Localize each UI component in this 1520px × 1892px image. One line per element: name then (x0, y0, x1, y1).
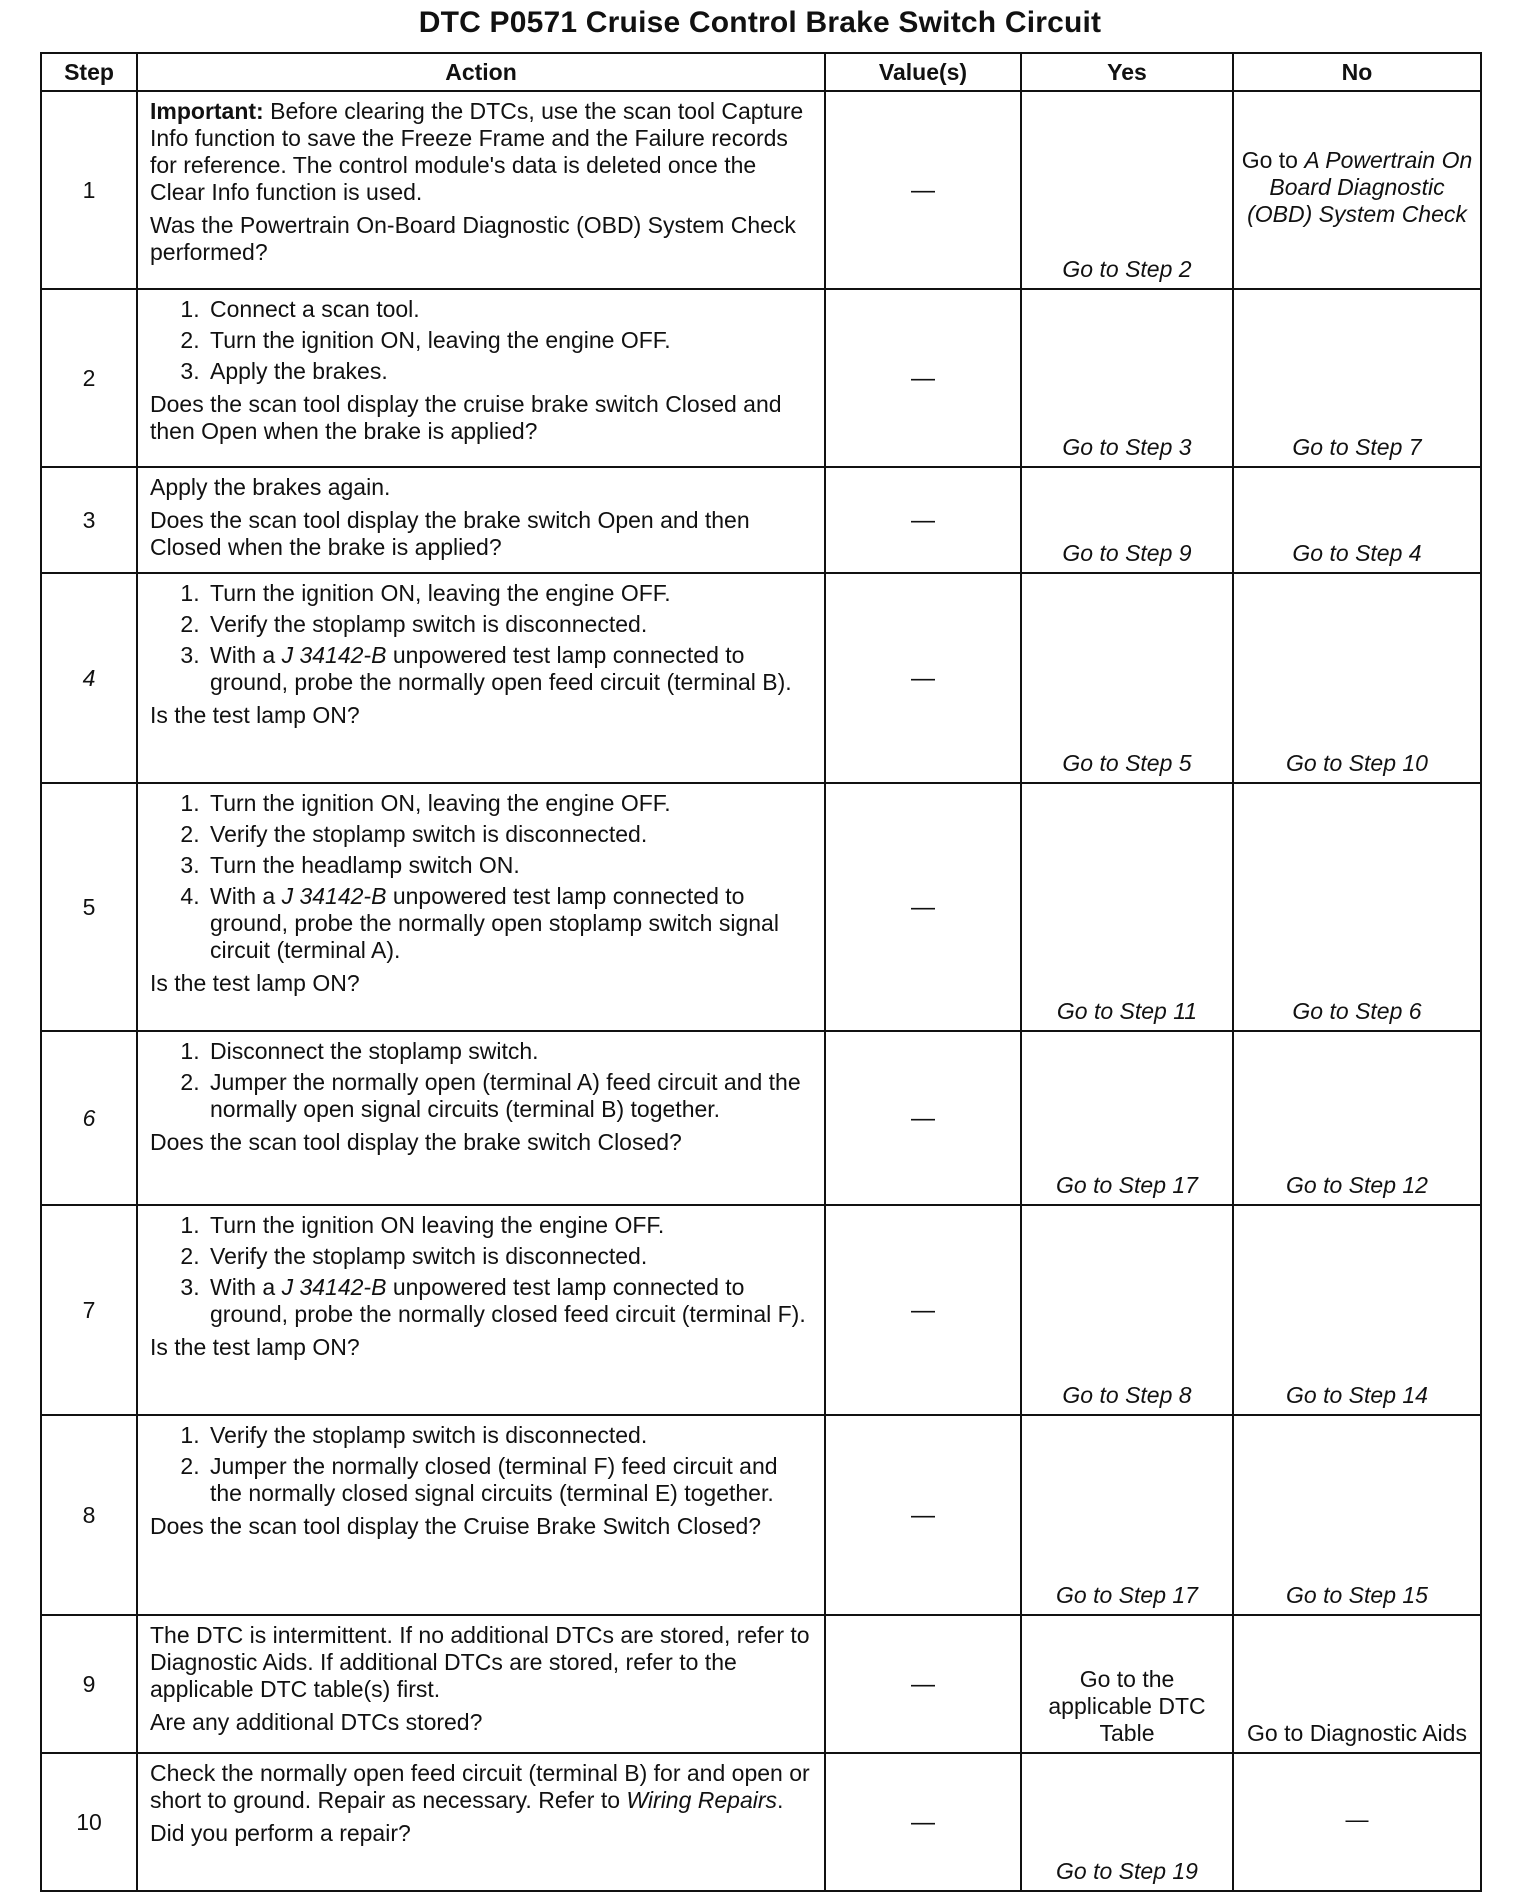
action-step-item (206, 1453, 812, 1507)
action-steps-list (150, 1422, 812, 1507)
action-step-item (206, 611, 812, 638)
no-cell (1233, 1753, 1481, 1891)
table-row (41, 783, 1481, 1031)
table-body (41, 91, 1481, 1891)
yes-cell (1021, 1415, 1233, 1615)
step-number: 2 (41, 289, 137, 467)
step-number: 5 (41, 783, 137, 1031)
text-run: Jumper the normally closed (terminal F) feed circuit and the normally closed signal circuits (terminal E) together. (210, 1453, 778, 1506)
yes-goto-text: Go to Step 3 (1062, 434, 1192, 460)
step-number: 3 (41, 467, 137, 573)
table-row (41, 573, 1481, 783)
action-steps-list (150, 296, 812, 385)
action-cell (137, 1615, 825, 1753)
no-goto-text: Go to Step 12 (1286, 1172, 1428, 1198)
yes-cell (1021, 1205, 1233, 1415)
no-goto-text: Go to Step 6 (1292, 998, 1422, 1024)
value-cell: — (825, 467, 1021, 573)
no-cell (1233, 573, 1481, 783)
value-cell: — (825, 1415, 1021, 1615)
action-cell (137, 1205, 825, 1415)
text-run: The DTC is intermittent. If no additional DTCs are stored, refer to Diagnostic Aids. If additional DTCs are stored, refer to the applicable DTC table(s) first. (150, 1622, 810, 1702)
action-content (150, 474, 812, 561)
yes-cell (1021, 1615, 1233, 1753)
action-paragraph (150, 1622, 812, 1703)
action-cell (137, 1031, 825, 1205)
action-step-item (206, 883, 812, 964)
action-paragraph (150, 1334, 812, 1361)
yes-cell (1021, 467, 1233, 573)
text-run: Is the test lamp ON? (150, 970, 360, 996)
action-content (150, 790, 812, 997)
action-step-item (206, 1212, 812, 1239)
text-run: Turn the headlamp switch ON. (210, 852, 520, 878)
action-step-item (206, 296, 812, 323)
yes-goto-text: Go to the applicable DTC Table (1048, 1666, 1206, 1746)
action-cell (137, 467, 825, 573)
action-paragraph (150, 474, 812, 501)
no-cell (1233, 289, 1481, 467)
action-step-item (206, 327, 812, 354)
step-number: 8 (41, 1415, 137, 1615)
action-content (150, 1760, 812, 1847)
step-number: 10 (41, 1753, 137, 1891)
value-cell: — (825, 1031, 1021, 1205)
text-run: Does the scan tool display the cruise brake switch Closed and then Open when the brake is applied? (150, 391, 782, 444)
text-run: Apply the brakes again. (150, 474, 391, 500)
text-run: Did you perform a repair? (150, 1820, 411, 1846)
no-goto-text: Go to Step 7 (1292, 434, 1422, 460)
text-run: Is the test lamp ON? (150, 1334, 360, 1360)
value-cell: — (825, 573, 1021, 783)
no-goto-text (1242, 147, 1473, 227)
yes-goto-text: Go to Step 11 (1056, 998, 1198, 1024)
action-step-item (206, 358, 812, 385)
italic-text: J 34142-B (281, 883, 387, 909)
action-paragraph (150, 970, 812, 997)
yes-cell (1021, 289, 1233, 467)
yes-cell (1021, 573, 1233, 783)
action-cell (137, 783, 825, 1031)
value-cell: — (825, 1615, 1021, 1753)
header-values: Value(s) (825, 53, 1021, 91)
action-steps-list (150, 790, 812, 964)
no-cell (1233, 1415, 1481, 1615)
action-steps-list (150, 1212, 812, 1328)
action-content (150, 296, 812, 445)
action-content (150, 1212, 812, 1361)
text-run: Verify the stoplamp switch is disconnected. (210, 611, 648, 637)
action-step-item (206, 1243, 812, 1270)
step-number: 9 (41, 1615, 137, 1753)
action-content (150, 98, 812, 266)
no-cell (1233, 91, 1481, 289)
value-cell: — (825, 289, 1021, 467)
text-run: Disconnect the stoplamp switch. (210, 1038, 539, 1064)
action-content (150, 1038, 812, 1156)
table-row (41, 1205, 1481, 1415)
text-run: unpowered test lamp connected to ground, probe the normally open stoplamp switch signal circuit (terminal A). (210, 883, 779, 963)
step-number: 1 (41, 91, 137, 289)
no-goto-text: — (1345, 1806, 1369, 1832)
action-paragraph (150, 1513, 812, 1540)
action-paragraph (150, 1709, 812, 1736)
action-steps-list (150, 580, 812, 696)
no-goto-text: Go to Diagnostic Aids (1247, 1720, 1467, 1746)
text-run: Does the scan tool display the brake switch Open and then Closed when the brake is applied? (150, 507, 750, 560)
header-yes: Yes (1021, 53, 1233, 91)
step-number: 7 (41, 1205, 137, 1415)
action-paragraph (150, 507, 812, 561)
action-cell (137, 1415, 825, 1615)
diagnostic-table (40, 52, 1482, 1892)
no-cell (1233, 467, 1481, 573)
italic-text: J 34142-B (281, 642, 387, 668)
action-steps-list (150, 1038, 812, 1123)
action-paragraph (150, 1760, 812, 1814)
text-run: Verify the stoplamp switch is disconnected. (210, 1422, 648, 1448)
action-cell (137, 1753, 825, 1891)
text-run: With a (210, 1274, 282, 1300)
text-run: Turn the ignition ON, leaving the engine OFF. (210, 580, 671, 606)
text-run: Was the Powertrain On-Board Diagnostic (OBD) System Check performed? (150, 212, 796, 265)
yes-goto-text: Go to Step 8 (1062, 1382, 1192, 1408)
action-step-item (206, 1274, 812, 1328)
action-step-item (206, 1422, 812, 1449)
no-goto-text: Go to Step 14 (1286, 1382, 1428, 1408)
italic-text: A Powertrain On Board Diagnostic (OBD) System Check (1247, 147, 1473, 227)
no-goto-text: Go to Step 10 (1286, 750, 1428, 776)
text-run: Verify the stoplamp switch is disconnected. (210, 821, 648, 847)
text-run: . (777, 1787, 784, 1813)
table-row (41, 289, 1481, 467)
text-run: With a (210, 642, 282, 668)
action-content (150, 1622, 812, 1736)
value-cell: — (825, 91, 1021, 289)
table-row (41, 1415, 1481, 1615)
italic-text: J 34142-B (281, 1274, 387, 1300)
bold-text: Important: (150, 98, 264, 124)
no-cell (1233, 1031, 1481, 1205)
text-run: Jumper the normally open (terminal A) feed circuit and the normally open signal circuits (terminal B) together. (210, 1069, 801, 1122)
action-step-item (206, 1069, 812, 1123)
yes-goto-text: Go to Step 2 (1062, 256, 1192, 282)
action-step-item (206, 790, 812, 817)
table-row (41, 467, 1481, 573)
text-run: Does the scan tool display the brake switch Closed? (150, 1129, 682, 1155)
yes-cell (1021, 1753, 1233, 1891)
header-step: Step (41, 53, 137, 91)
table-row (41, 1615, 1481, 1753)
action-step-item (206, 852, 812, 879)
text-run: With a (210, 883, 282, 909)
text-run: Is the test lamp ON? (150, 702, 360, 728)
text-run: unpowered test lamp connected to ground, probe the normally closed feed circuit (terminal F). (210, 1274, 806, 1327)
text-run: Apply the brakes. (210, 358, 388, 384)
no-cell (1233, 1615, 1481, 1753)
action-paragraph (150, 702, 812, 729)
action-content (150, 1422, 812, 1540)
table-row (41, 1031, 1481, 1205)
no-cell (1233, 1205, 1481, 1415)
text-run: Does the scan tool display the Cruise Brake Switch Closed? (150, 1513, 762, 1539)
action-cell (137, 91, 825, 289)
text-run: Turn the ignition ON, leaving the engine OFF. (210, 790, 671, 816)
table-header-row (41, 53, 1481, 91)
text-run: Connect a scan tool. (210, 296, 420, 322)
text-run: Go to (1241, 147, 1305, 173)
no-goto-text: Go to Step 4 (1292, 540, 1422, 566)
text-run: Are any additional DTCs stored? (150, 1709, 483, 1735)
yes-cell (1021, 1031, 1233, 1205)
value-cell: — (825, 1205, 1021, 1415)
action-content (150, 580, 812, 729)
italic-text: Wiring Repairs (626, 1787, 778, 1813)
yes-goto-text: Go to Step 9 (1062, 540, 1192, 566)
no-goto-text: Go to Step 15 (1286, 1582, 1428, 1608)
step-number: 6 (41, 1031, 137, 1205)
table-row (41, 91, 1481, 289)
text-run: Verify the stoplamp switch is disconnected. (210, 1243, 648, 1269)
action-cell (137, 289, 825, 467)
action-cell (137, 573, 825, 783)
text-run: Before clearing the DTCs, use the scan tool Capture Info function to save the Freeze Frame and the Failure records for reference. The control module's data is deleted once the Clear Info function is used. (150, 98, 804, 205)
yes-cell (1021, 91, 1233, 289)
header-action: Action (137, 53, 825, 91)
text-run: unpowered test lamp connected to ground, probe the normally open feed circuit (terminal B). (210, 642, 792, 695)
step-number: 4 (41, 573, 137, 783)
header-no: No (1233, 53, 1481, 91)
yes-cell (1021, 783, 1233, 1031)
action-paragraph (150, 98, 812, 206)
value-cell: — (825, 783, 1021, 1031)
action-paragraph (150, 391, 812, 445)
action-step-item (206, 1038, 812, 1065)
action-paragraph (150, 1820, 812, 1847)
action-paragraph (150, 1129, 812, 1156)
table-row (41, 1753, 1481, 1891)
action-step-item (206, 821, 812, 848)
text-run: Check the normally open feed circuit (terminal B) for and open or short to ground. Repair as necessary. Refer to (150, 1760, 810, 1813)
value-cell: — (825, 1753, 1021, 1891)
document-title: DTC P0571 Cruise Control Brake Switch Circuit (418, 6, 1102, 39)
action-step-item (206, 642, 812, 696)
action-step-item (206, 580, 812, 607)
text-run: Turn the ignition ON leaving the engine OFF. (210, 1212, 665, 1238)
no-cell (1233, 783, 1481, 1031)
yes-goto-text: Go to Step 17 (1056, 1582, 1198, 1608)
text-run: Turn the ignition ON, leaving the engine OFF. (210, 327, 671, 353)
yes-goto-text: Go to Step 19 (1056, 1858, 1198, 1884)
yes-goto-text: Go to Step 17 (1056, 1172, 1198, 1198)
yes-goto-text: Go to Step 5 (1062, 750, 1192, 776)
action-paragraph (150, 212, 812, 266)
